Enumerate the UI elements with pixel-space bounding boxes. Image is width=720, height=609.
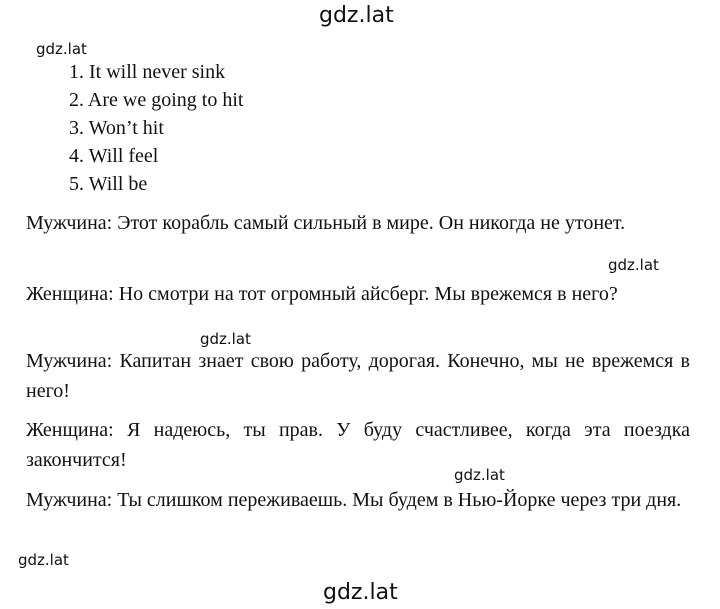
answer-text: Won’t hit [88,117,164,139]
answer-number: 4. [69,145,84,167]
watermark-left-bottom: gdz.lat [18,551,69,569]
answer-number: 1. [69,61,84,83]
watermark-right-mid: gdz.lat [608,256,659,274]
answer-number: 5. [69,173,84,195]
answer-list [50,58,243,198]
watermark-top: gdz.lat [319,3,394,28]
answer-text: It will never sink [89,61,226,83]
watermark-bottom: gdz.lat [323,580,398,605]
answer-item [50,170,243,198]
dialogue-line: Мужчина: Капитан знает свою работу, дорогая. Конечно, мы не врежемся в него! [26,350,690,402]
answer-text: Will be [88,173,148,195]
answer-item [50,114,243,142]
watermark-right-lower: gdz.lat [454,466,505,484]
dialogue-line: Мужчина: Этот корабль самый сильный в мире. Он никогда не утонет. [26,212,626,234]
answer-number: 3. [69,117,84,139]
answer-item [50,58,243,86]
answer-text: Will feel [88,145,159,167]
watermark-left-top: gdz.lat [36,40,87,58]
dialogue-line: Мужчина: Ты слишком переживаешь. Мы будем в Нью-Йорке через три дня. [26,489,682,511]
dialogue-line: Женщина: Я надеюсь, ты прав. У буду счастливее, когда эта поездка закончится! [26,419,690,471]
answer-text: Are we going to hit [87,89,244,111]
dialogue-line: Женщина: Но смотри на тот огромный айсберг. Мы врежемся в него? [26,283,618,305]
answer-item [50,86,243,114]
answer-item [50,142,243,170]
answer-number: 2. [69,89,84,111]
watermark-center-mid: gdz.lat [200,330,251,348]
